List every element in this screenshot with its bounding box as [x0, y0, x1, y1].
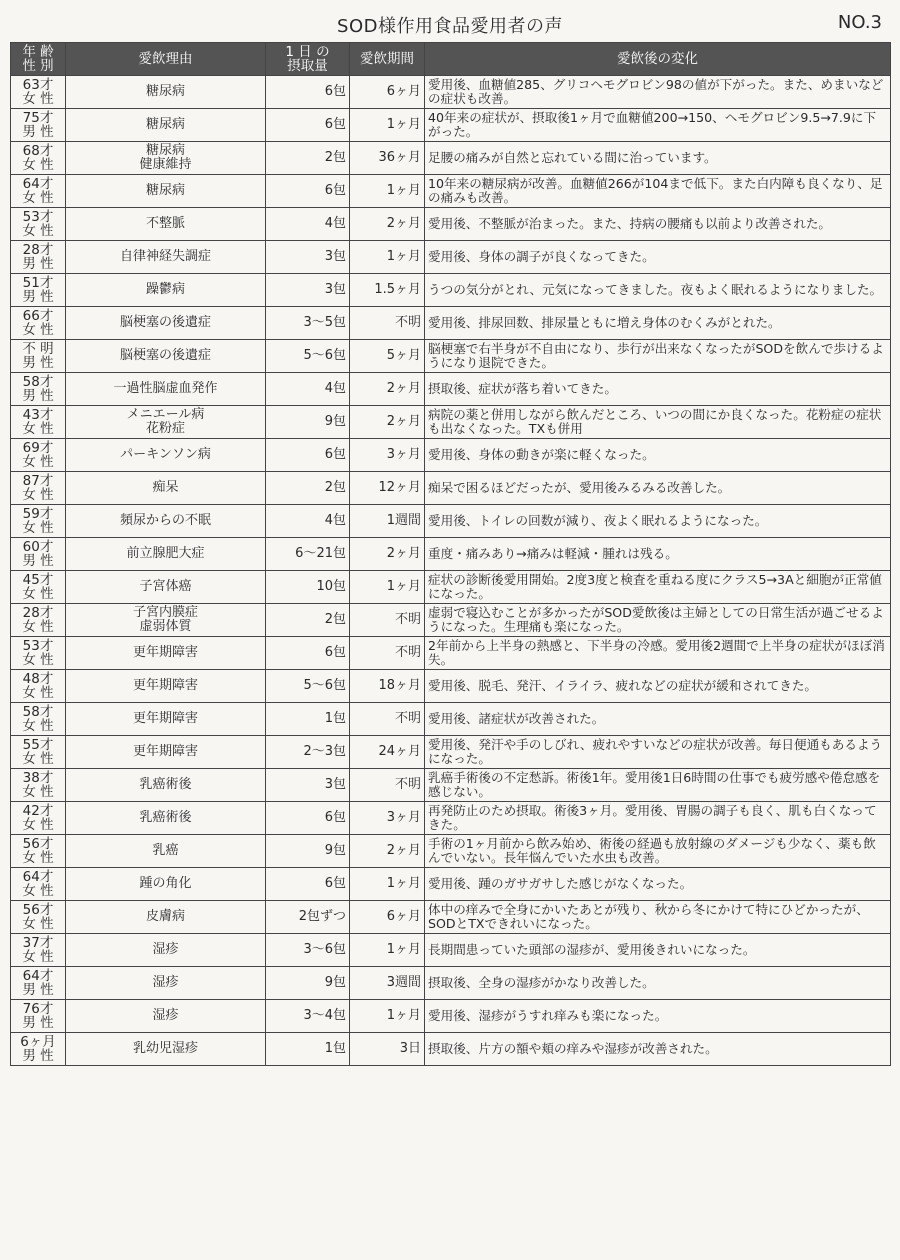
reason-cell: [66, 901, 266, 934]
intake-cell: 4包: [266, 505, 350, 538]
table-row: [11, 439, 891, 472]
table-row: [11, 1000, 891, 1033]
reason-line: 糖尿病: [145, 84, 185, 99]
age-sex-cell: [11, 274, 66, 307]
sex: 女 性: [22, 685, 54, 701]
intake-cell: 9包: [266, 967, 350, 1000]
table-row: [11, 274, 891, 307]
age-sex-cell: [11, 406, 66, 439]
change-cell: 愛用後、トイレの回数が減り、夜よく眠れるようになった。: [425, 505, 891, 538]
table-row: [11, 406, 891, 439]
intake-cell: 2包ずつ: [266, 901, 350, 934]
sex: 男 性: [22, 289, 54, 305]
period-cell: 24ヶ月: [350, 736, 425, 769]
header-sex-label: 性 別: [22, 58, 54, 74]
reason-cell: [66, 604, 266, 637]
intake-cell: 9包: [266, 406, 350, 439]
age: 63才: [22, 77, 54, 93]
reason-cell: [66, 1000, 266, 1033]
sex: 女 性: [22, 487, 54, 503]
change-cell: 病院の薬と併用しながら飲んだところ、いつの間にか良くなった。花粉症の症状も出なくなった。TXも併用: [425, 406, 891, 439]
reason-cell: [66, 934, 266, 967]
table-row: [11, 637, 891, 670]
change-cell: 愛用後、身体の調子が良くなってきた。: [425, 241, 891, 274]
reason-line: 糖尿病: [145, 143, 185, 158]
age-sex-cell: [11, 208, 66, 241]
period-cell: 3週間: [350, 967, 425, 1000]
period-cell: 36ヶ月: [350, 142, 425, 175]
change-cell: 手術の1ヶ月前から飲み始め、術後の経過も放射線のダメージも少なく、薬も飲んでいない。長年悩んでいた水虫も改善。: [425, 835, 891, 868]
intake-cell: 6包: [266, 802, 350, 835]
intake-cell: 1包: [266, 1033, 350, 1066]
sex: 男 性: [22, 256, 54, 272]
page-header: [10, 10, 890, 40]
intake-cell: 6～21包: [266, 538, 350, 571]
reason-cell: [66, 538, 266, 571]
reason-line: 脳梗塞の後遺症: [119, 348, 211, 363]
reason-line: 乳幼児湿疹: [132, 1041, 198, 1056]
reason-line: 脳梗塞の後遺症: [119, 315, 211, 330]
header-intake-line2: 摂取量: [287, 58, 328, 74]
reason-line: 糖尿病: [145, 117, 185, 132]
age: 48才: [22, 671, 54, 687]
age: 42才: [22, 803, 54, 819]
period-cell: 不明: [350, 703, 425, 736]
table-row: [11, 1033, 891, 1066]
intake-cell: 9包: [266, 835, 350, 868]
change-cell: 2年前から上半身の熱感と、下半身の冷感。愛用後2週間で上半身の症状がほぼ消失。: [425, 637, 891, 670]
age: 6ヶ月: [20, 1034, 56, 1050]
period-cell: 3ヶ月: [350, 802, 425, 835]
change-cell: 体中の痒みで全身にかいたあとが残り、秋から冬にかけて特にひどかったが、SODとTXできれいになった。: [425, 901, 891, 934]
age-sex-cell: [11, 769, 66, 802]
page-title: SOD様作用食品愛用者の声: [337, 16, 563, 37]
age-sex-cell: [11, 307, 66, 340]
age: 28才: [22, 242, 54, 258]
age-sex-cell: [11, 1000, 66, 1033]
age: 64才: [22, 968, 54, 984]
sex: 女 性: [22, 157, 54, 173]
reason-line: 更年期障害: [132, 678, 198, 693]
period-cell: 2ヶ月: [350, 406, 425, 439]
reason-line: 乳癌: [152, 843, 179, 858]
period-cell: 不明: [350, 604, 425, 637]
reason-line: 湿疹: [152, 975, 179, 990]
sex: 女 性: [22, 718, 54, 734]
table-row: [11, 142, 891, 175]
age: 不 明: [22, 341, 54, 357]
change-cell: 40年来の症状が、摂取後1ヶ月で血糖値200→150、ヘモグロビン9.5→7.9に下がった。: [425, 109, 891, 142]
period-cell: 不明: [350, 769, 425, 802]
reason-line: 痴呆: [152, 480, 179, 495]
change-cell: 愛用後、排尿回数、排尿量ともに増え身体のむくみがとれた。: [425, 307, 891, 340]
age: 68才: [22, 143, 54, 159]
change-cell: 摂取後、片方の額や頬の痒みや湿疹が改善された。: [425, 1033, 891, 1066]
period-cell: 2ヶ月: [350, 373, 425, 406]
reason-line: 躁鬱病: [145, 282, 185, 297]
reason-cell: [66, 637, 266, 670]
age-sex-cell: [11, 373, 66, 406]
period-cell: 1週間: [350, 505, 425, 538]
change-cell: 10年来の糖尿病が改善。血糖値266が104まで低下。また白内障も良くなり、足の痛みも改善。: [425, 175, 891, 208]
period-cell: 不明: [350, 307, 425, 340]
sex: 男 性: [22, 1048, 54, 1064]
table-row: [11, 670, 891, 703]
header-intake: [266, 43, 350, 76]
change-cell: 脳梗塞で右半身が不自由になり、歩行が出来なくなったがSODを飲んで歩けるようになり退院できた。: [425, 340, 891, 373]
intake-cell: 5～6包: [266, 670, 350, 703]
sex: 男 性: [22, 1015, 54, 1031]
intake-cell: 6包: [266, 439, 350, 472]
sex: 女 性: [22, 454, 54, 470]
reason-cell: [66, 472, 266, 505]
reason-line: 子宮内膜症: [132, 605, 198, 620]
age-sex-cell: [11, 967, 66, 1000]
period-cell: 3ヶ月: [350, 439, 425, 472]
intake-cell: 10包: [266, 571, 350, 604]
age: 56才: [22, 836, 54, 852]
reason-cell: [66, 802, 266, 835]
age: 69才: [22, 440, 54, 456]
age-sex-cell: [11, 934, 66, 967]
table-row: [11, 76, 891, 109]
age: 43才: [22, 407, 54, 423]
reason-line: 自律神経失調症: [119, 249, 211, 264]
table-row: [11, 571, 891, 604]
period-cell: 5ヶ月: [350, 340, 425, 373]
age-sex-cell: [11, 670, 66, 703]
intake-cell: 5～6包: [266, 340, 350, 373]
table-row: [11, 208, 891, 241]
change-cell: 再発防止のため摂取。術後3ヶ月。愛用後、胃腸の調子も良く、肌も白くなってきた。: [425, 802, 891, 835]
reason-cell: [66, 769, 266, 802]
reason-line: 花粉症: [145, 421, 185, 436]
sex: 女 性: [22, 949, 54, 965]
header-age-label: 年 齢: [22, 44, 54, 60]
sex: 男 性: [22, 355, 54, 371]
age: 76才: [22, 1001, 54, 1017]
age-sex-cell: [11, 439, 66, 472]
period-cell: 1ヶ月: [350, 1000, 425, 1033]
age: 53才: [22, 209, 54, 225]
sex: 女 性: [22, 883, 54, 899]
intake-cell: 3包: [266, 769, 350, 802]
intake-cell: 2包: [266, 604, 350, 637]
age-sex-cell: [11, 505, 66, 538]
intake-cell: 6包: [266, 868, 350, 901]
intake-cell: 6包: [266, 76, 350, 109]
period-cell: 2ヶ月: [350, 835, 425, 868]
intake-cell: 3～4包: [266, 1000, 350, 1033]
reason-cell: [66, 439, 266, 472]
age-sex-cell: [11, 835, 66, 868]
sex: 女 性: [22, 619, 54, 635]
page-number: NO.3: [837, 12, 882, 33]
table-row: [11, 175, 891, 208]
age: 38才: [22, 770, 54, 786]
age-sex-cell: [11, 703, 66, 736]
age-sex-cell: [11, 604, 66, 637]
change-cell: 愛用後、血糖値285、グリコヘモグロビン98の値が下がった。また、めまいなどの症状も改善。: [425, 76, 891, 109]
reason-line: 虚弱体質: [139, 619, 192, 634]
change-cell: 愛用後、身体の動きが楽に軽くなった。: [425, 439, 891, 472]
table-row: [11, 340, 891, 373]
reason-line: 皮膚病: [145, 909, 185, 924]
reason-cell: [66, 76, 266, 109]
intake-cell: 4包: [266, 373, 350, 406]
reason-cell: [66, 670, 266, 703]
reason-cell: [66, 340, 266, 373]
table-row: [11, 967, 891, 1000]
intake-cell: 2包: [266, 472, 350, 505]
table-row: [11, 373, 891, 406]
change-cell: 痴呆で困るほどだったが、愛用後みるみる改善した。: [425, 472, 891, 505]
table-row: [11, 505, 891, 538]
age: 75才: [22, 110, 54, 126]
table-row: [11, 934, 891, 967]
reason-line: 前立腺肥大症: [126, 546, 205, 561]
table-row: [11, 538, 891, 571]
reason-cell: [66, 967, 266, 1000]
change-cell: 足腰の痛みが自然と忘れている間に治っています。: [425, 142, 891, 175]
change-cell: 愛用後、湿疹がうすれ痒みも楽になった。: [425, 1000, 891, 1033]
header-change: 愛飲後の変化: [425, 43, 891, 76]
reason-cell: [66, 175, 266, 208]
sex: 女 性: [22, 784, 54, 800]
age: 58才: [22, 374, 54, 390]
sex: 女 性: [22, 223, 54, 239]
sex: 男 性: [22, 124, 54, 140]
header-intake-line1: 1 日 の: [285, 44, 330, 60]
reason-line: 不整脈: [145, 216, 185, 231]
age: 37才: [22, 935, 54, 951]
period-cell: 6ヶ月: [350, 76, 425, 109]
age: 59才: [22, 506, 54, 522]
reason-line: 湿疹: [152, 942, 179, 957]
period-cell: 1ヶ月: [350, 868, 425, 901]
reason-line: 糖尿病: [145, 183, 185, 198]
reason-cell: [66, 868, 266, 901]
sex: 男 性: [22, 553, 54, 569]
reason-cell: [66, 703, 266, 736]
age-sex-cell: [11, 901, 66, 934]
intake-cell: 2包: [266, 142, 350, 175]
age: 45才: [22, 572, 54, 588]
age-sex-cell: [11, 868, 66, 901]
change-cell: うつの気分がとれ、元気になってきました。夜もよく眠れるようになりました。: [425, 274, 891, 307]
age: 55才: [22, 737, 54, 753]
change-cell: 愛用後、踵のガサガサした感じがなくなった。: [425, 868, 891, 901]
reason-line: 乳癌術後: [139, 777, 192, 792]
age: 51才: [22, 275, 54, 291]
reason-cell: [66, 142, 266, 175]
period-cell: 2ヶ月: [350, 208, 425, 241]
sex: 男 性: [22, 388, 54, 404]
change-cell: 愛用後、脱毛、発汗、イライラ、疲れなどの症状が緩和されてきた。: [425, 670, 891, 703]
change-cell: 症状の診断後愛用開始。2度3度と検査を重ねる度にクラス5→3Aと細胞が正常値になった。: [425, 571, 891, 604]
age-sex-cell: [11, 571, 66, 604]
age: 56才: [22, 902, 54, 918]
sex: 女 性: [22, 586, 54, 602]
sex: 女 性: [22, 520, 54, 536]
age-sex-cell: [11, 340, 66, 373]
intake-cell: 6包: [266, 109, 350, 142]
period-cell: 1ヶ月: [350, 241, 425, 274]
reason-cell: [66, 1033, 266, 1066]
sex: 男 性: [22, 982, 54, 998]
sex: 女 性: [22, 850, 54, 866]
change-cell: 摂取後、全身の湿疹がかなり改善した。: [425, 967, 891, 1000]
period-cell: 1.5ヶ月: [350, 274, 425, 307]
table-row: [11, 835, 891, 868]
age-sex-cell: [11, 637, 66, 670]
reason-line: 湿疹: [152, 1008, 179, 1023]
intake-cell: 3包: [266, 274, 350, 307]
table-row: [11, 802, 891, 835]
table-row: [11, 472, 891, 505]
period-cell: 3日: [350, 1033, 425, 1066]
age-sex-cell: [11, 241, 66, 274]
period-cell: 1ヶ月: [350, 109, 425, 142]
intake-cell: 6包: [266, 637, 350, 670]
age-sex-cell: [11, 1033, 66, 1066]
change-cell: 摂取後、症状が落ち着いてきた。: [425, 373, 891, 406]
age: 66才: [22, 308, 54, 324]
reason-cell: [66, 736, 266, 769]
age-sex-cell: [11, 472, 66, 505]
intake-cell: 4包: [266, 208, 350, 241]
reason-cell: [66, 373, 266, 406]
reason-cell: [66, 109, 266, 142]
period-cell: 1ヶ月: [350, 934, 425, 967]
period-cell: 2ヶ月: [350, 538, 425, 571]
change-cell: 愛用後、不整脈が治まった。また、持病の腰痛も以前より改善された。: [425, 208, 891, 241]
reason-cell: [66, 274, 266, 307]
change-cell: 乳癌手術後の不定愁訴。術後1年。愛用後1日6時間の仕事でも疲労感や倦怠感を感じない。: [425, 769, 891, 802]
age: 64才: [22, 869, 54, 885]
sex: 女 性: [22, 322, 54, 338]
age-sex-cell: [11, 76, 66, 109]
period-cell: 不明: [350, 637, 425, 670]
table-row: [11, 604, 891, 637]
intake-cell: 3包: [266, 241, 350, 274]
table-row: [11, 241, 891, 274]
reason-line: 一過性脳虚血発作: [113, 381, 218, 396]
testimonial-table: [10, 42, 891, 1066]
sex: 女 性: [22, 751, 54, 767]
age: 58才: [22, 704, 54, 720]
table-row: [11, 307, 891, 340]
change-cell: 愛用後、発汗や手のしびれ、疲れやすいなどの症状が改善。毎日便通もあるようになった。: [425, 736, 891, 769]
age-sex-cell: [11, 175, 66, 208]
intake-cell: 3～6包: [266, 934, 350, 967]
table-row: [11, 901, 891, 934]
reason-cell: [66, 505, 266, 538]
reason-cell: [66, 241, 266, 274]
reason-line: 子宮体癌: [139, 579, 192, 594]
table-body: [11, 76, 891, 1066]
age: 53才: [22, 638, 54, 654]
reason-cell: [66, 406, 266, 439]
age: 28才: [22, 605, 54, 621]
reason-line: 乳癌術後: [139, 810, 192, 825]
period-cell: 1ヶ月: [350, 571, 425, 604]
header-reason: 愛飲理由: [66, 43, 266, 76]
table-row: [11, 109, 891, 142]
intake-cell: 1包: [266, 703, 350, 736]
period-cell: 6ヶ月: [350, 901, 425, 934]
change-cell: 長期間患っていた頭部の湿疹が、愛用後きれいになった。: [425, 934, 891, 967]
period-cell: 12ヶ月: [350, 472, 425, 505]
change-cell: 愛用後、諸症状が改善された。: [425, 703, 891, 736]
sex: 女 性: [22, 817, 54, 833]
change-cell: 虚弱で寝込むことが多かったがSOD愛飲後は主婦としての日常生活が過ごせるようになった。生理痛も楽になった。: [425, 604, 891, 637]
table-row: [11, 868, 891, 901]
intake-cell: 2～3包: [266, 736, 350, 769]
intake-cell: 6包: [266, 175, 350, 208]
age-sex-cell: [11, 802, 66, 835]
age: 64才: [22, 176, 54, 192]
reason-cell: [66, 307, 266, 340]
intake-cell: 3～5包: [266, 307, 350, 340]
table-row: [11, 736, 891, 769]
reason-line: 更年期障害: [132, 711, 198, 726]
age-sex-cell: [11, 142, 66, 175]
header-period: 愛飲期間: [350, 43, 425, 76]
change-cell: 重度・痛みあり→痛みは軽減・腫れは残る。: [425, 538, 891, 571]
reason-cell: [66, 208, 266, 241]
table-row: [11, 703, 891, 736]
table-row: [11, 769, 891, 802]
header-age-sex: [11, 43, 66, 76]
age: 60才: [22, 539, 54, 555]
age-sex-cell: [11, 736, 66, 769]
age-sex-cell: [11, 538, 66, 571]
sex: 女 性: [22, 916, 54, 932]
period-cell: 18ヶ月: [350, 670, 425, 703]
age-sex-cell: [11, 109, 66, 142]
reason-line: 踵の角化: [139, 876, 192, 891]
sex: 女 性: [22, 190, 54, 206]
sex: 女 性: [22, 421, 54, 437]
age: 87才: [22, 473, 54, 489]
reason-line: 更年期障害: [132, 744, 198, 759]
reason-line: 頻尿からの不眠: [119, 513, 211, 528]
reason-cell: [66, 835, 266, 868]
sex: 女 性: [22, 652, 54, 668]
sex: 女 性: [22, 91, 54, 107]
reason-line: 更年期障害: [132, 645, 198, 660]
reason-line: 健康維持: [139, 157, 192, 172]
reason-line: パーキンソン病: [120, 447, 211, 462]
table-header: [11, 43, 891, 76]
reason-cell: [66, 571, 266, 604]
period-cell: 1ヶ月: [350, 175, 425, 208]
reason-line: メニエール病: [126, 407, 205, 422]
